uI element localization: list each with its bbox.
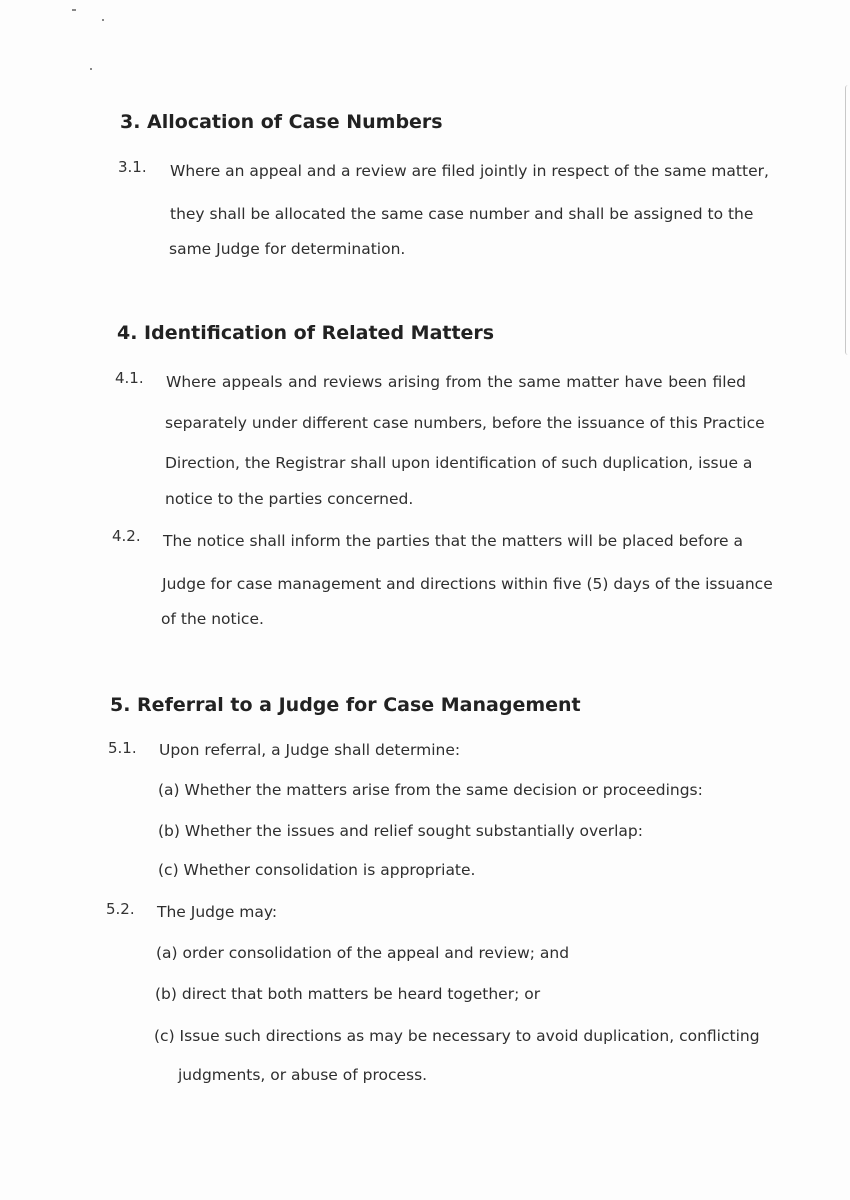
paragraph-3-1-line-3: same Judge for determination. xyxy=(169,240,406,258)
paragraph-4-1-line-2: separately under different case numbers, before the issuance of this Practice xyxy=(165,414,765,432)
section-5-heading: 5. Referral to a Judge for Case Management xyxy=(110,694,581,716)
paragraph-5-2-item-a: (a) order consolidation of the appeal and review; and xyxy=(156,944,570,962)
paragraph-4-1-line-1: Where appeals and reviews arising from the same matter have been filed xyxy=(166,373,746,391)
paragraph-5-1-item-c: (c) Whether consolidation is appropriate. xyxy=(158,861,476,879)
paragraph-3-1-line-1: Where an appeal and a review are filed jointly in respect of the same matter, xyxy=(170,162,769,180)
scan-speck xyxy=(102,19,104,21)
scan-speck xyxy=(72,9,76,11)
paragraph-5-2-item-c-line-1: (c) Issue such directions as may be necessary to avoid duplication, conflicting xyxy=(154,1027,760,1045)
paragraph-5-2-item-c-line-2: judgments, or abuse of process. xyxy=(178,1066,428,1084)
paragraph-4-2-line-2: Judge for case management and directions within five (5) days of the issuance xyxy=(162,575,773,593)
scan-speck xyxy=(90,68,92,70)
paragraph-4-1-number: 4.1. xyxy=(115,369,144,387)
paragraph-3-1-number: 3.1. xyxy=(118,158,147,176)
section-3-heading: 3. Allocation of Case Numbers xyxy=(120,111,443,133)
paragraph-4-1-line-4: notice to the parties concerned. xyxy=(165,490,414,508)
paragraph-5-1-item-b: (b) Whether the issues and relief sought substantially overlap: xyxy=(158,822,643,840)
paragraph-5-1-intro: Upon referral, a Judge shall determine: xyxy=(159,741,461,759)
paragraph-5-1-item-a: (a) Whether the matters arise from the same decision or proceedings: xyxy=(158,781,703,799)
paragraph-5-2-number: 5.2. xyxy=(106,900,135,918)
paragraph-4-2-line-3: of the notice. xyxy=(161,610,264,628)
paragraph-5-2-intro: The Judge may: xyxy=(157,903,278,921)
paragraph-5-2-item-b: (b) direct that both matters be heard together; or xyxy=(155,985,541,1003)
section-4-heading: 4. Identification of Related Matters xyxy=(117,322,495,344)
paragraph-5-1-number: 5.1. xyxy=(108,739,137,757)
paragraph-4-2-line-1: The notice shall inform the parties that the matters will be placed before a xyxy=(163,532,743,550)
paragraph-4-2-number: 4.2. xyxy=(112,527,141,545)
paragraph-3-1-line-2: they shall be allocated the same case number and shall be assigned to the xyxy=(170,205,754,223)
paragraph-4-1-line-3: Direction, the Registrar shall upon identification of such duplication, issue a xyxy=(165,454,753,472)
page-edge-mark xyxy=(845,85,850,355)
